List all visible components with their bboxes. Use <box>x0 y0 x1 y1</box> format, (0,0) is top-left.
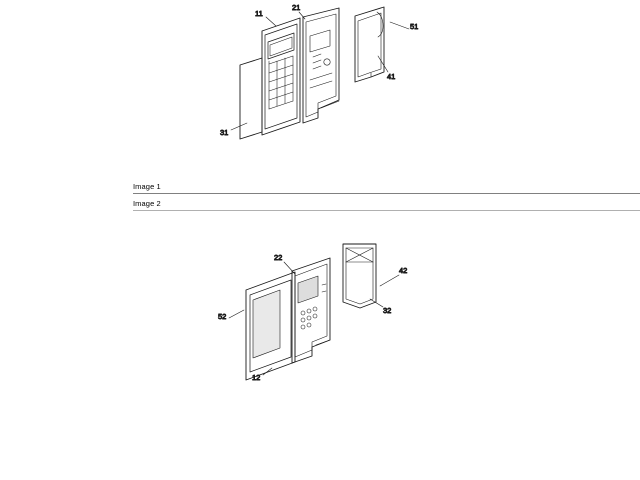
leader-31 <box>231 123 247 130</box>
fig2-front-panel <box>246 272 295 380</box>
leader-42 <box>380 275 399 286</box>
separator-rule-bottom <box>133 210 640 211</box>
callout-52: 52 <box>218 312 227 321</box>
callout-12: 12 <box>252 373 261 382</box>
figure-1-group <box>231 7 409 139</box>
image-1-label: Image 1 <box>133 182 161 191</box>
leader-32 <box>370 299 383 307</box>
fig1-front-glass-panel <box>240 58 262 139</box>
fig1-rear-cover-plate <box>355 7 384 82</box>
callout-11: 11 <box>255 9 263 18</box>
fig1-chassis-bracket <box>303 8 339 123</box>
leader-22 <box>284 262 295 274</box>
callout-32: 32 <box>383 306 392 315</box>
leader-51 <box>390 22 409 29</box>
leader-11 <box>266 17 276 26</box>
callout-22: 22 <box>274 253 283 262</box>
callout-42: 42 <box>399 266 408 275</box>
callout-21: 21 <box>292 3 301 12</box>
fig2-chassis-bracket <box>292 258 330 363</box>
image-2-label: Image 2 <box>133 199 161 208</box>
callout-41: 41 <box>387 72 396 81</box>
fig1-control-panel-body <box>262 18 300 135</box>
leader-12 <box>263 368 272 375</box>
fig2-rear-cover-plate <box>343 244 376 308</box>
figure-2-group <box>229 244 399 380</box>
leader-52 <box>229 310 244 318</box>
callout-51: 51 <box>410 22 419 31</box>
separator-rule-top <box>133 193 640 194</box>
callout-31: 31 <box>220 128 229 137</box>
